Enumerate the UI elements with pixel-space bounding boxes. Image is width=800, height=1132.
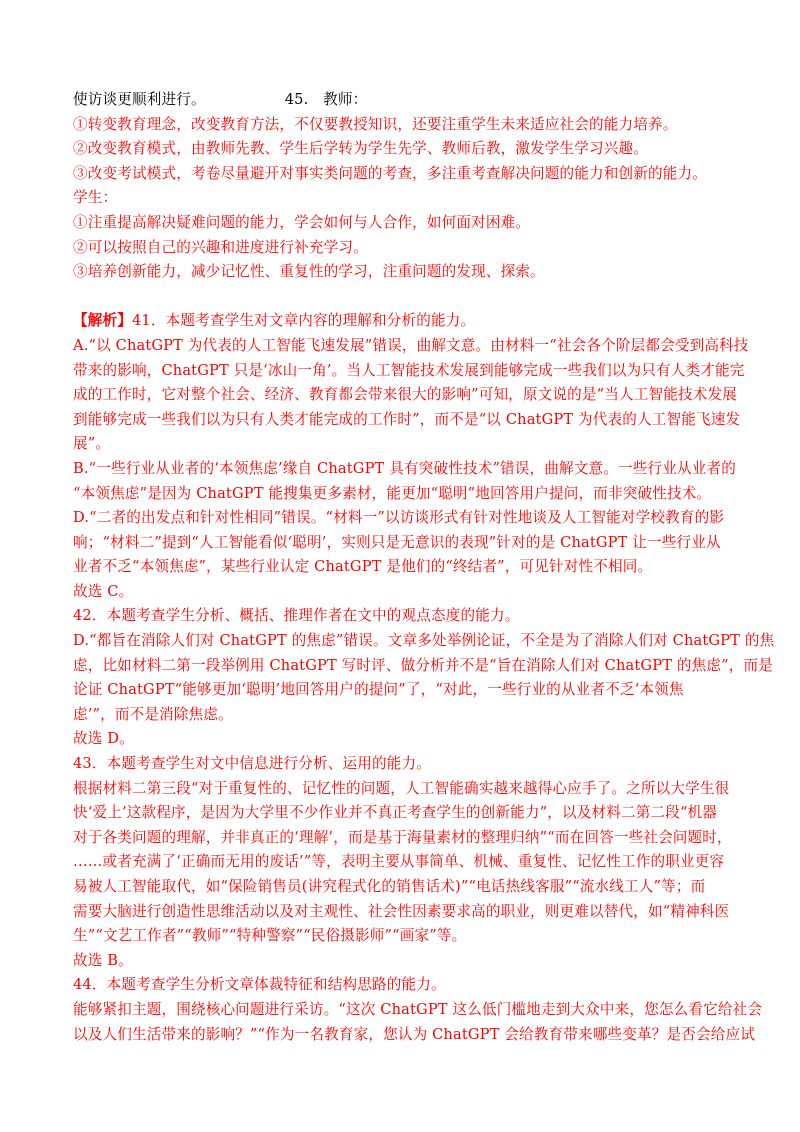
answer-line-prefix: 使访谈更顺利进行。 <box>73 91 206 108</box>
teacher-item-3: ③改变考试模式，考卷尽量避开对事实类问题的考查，多注重考查解决问题的能力和创新的能力。 <box>73 164 707 182</box>
student-item-2: ②可以按照自己的兴趣和进度进行补充学习。 <box>73 238 368 256</box>
q43-line: 快‘爱上’这款程序，是因为大学里不少作业并不真正考查学生的创新能力”，以及材料二第二段“机器 <box>73 804 718 822</box>
q41-line: 展”。 <box>73 435 111 453</box>
q41-line: 响；“材料二”提到“人工智能看似‘聪明’，实则只是无意识的表现”针对的是 ChatGPT 让一些行业从 <box>73 533 721 551</box>
q42-line: D.“都旨在消除人们对 ChatGPT 的焦虑”错误。文章多处举例论证，不全是为了消除人们对 ChatGPT 的焦 <box>73 632 775 650</box>
q43-line: ……或者充满了‘正确而无用的废话’”等，表明主要从事简单、机械、重复性、记忆性工作的职业更容 <box>73 853 725 871</box>
q41-head-text: 41．本题考查学生对文章内容的理解和分析的能力。 <box>131 312 476 330</box>
q43-line: 对于各类问题的理解，并非真正的‘理解’，而是基于海量素材的整理归纳”“而在回答一些社会问题时， <box>73 828 732 846</box>
q41-line: 带来的影响，ChatGPT 只是‘冰山一角’。当人工智能技术发展到能够完成一些我们以为只有人类才能完 <box>73 361 745 379</box>
answer-line-intro <box>73 88 733 113</box>
q41-line: “本领焦虑”是因为 ChatGPT 能搜集更多素材，能更加“聪明”地回答用户提问，而非突破性技术。 <box>73 484 712 502</box>
document-page <box>73 88 775 1047</box>
q41-line: B.“一些行业从业者的‘本领焦虑’缘自 ChatGPT 具有突破性技术”错误，曲解文意。一些行业从业者的 <box>73 459 736 477</box>
question-45-heading: 45. 教师： <box>284 91 368 108</box>
q44-line: 能够紧扣主题，围绕核心问题进行采访。“这次 ChatGPT 这么低门槛地走到大众中来，您怎么看它给社会 <box>73 1000 763 1018</box>
q41-line: 成的工作时，它对整个社会、经济、教育都会带来很大的影响”可知，原文说的是“当人工智能技术发展 <box>73 386 737 404</box>
analysis-q41-heading <box>73 309 733 334</box>
q42-heading: 42．本题考查学生分析、概括、推理作者在文中的观点态度的能力。 <box>73 607 520 625</box>
q44-heading: 44．本题考查学生分析文章体裁特征和结构思路的能力。 <box>73 976 446 994</box>
q43-line: 根据材料二第三段“对于重复性的、记忆性的问题，人工智能确实越来越得心应手了。之所以大学生很 <box>73 779 730 797</box>
student-label: 学生： <box>73 189 118 207</box>
q43-line: 需要大脑进行创造性思维活动以及对主观性、社会性因素要求高的职业，则更难以替代，如“精神科医 <box>73 902 730 920</box>
q41-line: A.“以 ChatGPT 为代表的人工智能飞速发展”错误，曲解文意。由材料一“社会各个阶层都会受到高科技 <box>73 336 749 354</box>
q42-line: 虑，比如材料二第一段举例用 ChatGPT 写时评、做分析并不是“旨在消除人们对 ChatGPT 的焦虑”，而是 <box>73 656 773 674</box>
teacher-item-2: ②改变教育模式，由教师先教、学生后学转为学生先学、教师后教，激发学生学习兴趣。 <box>73 140 649 158</box>
paragraph-gap <box>73 285 733 310</box>
student-item-1: ①注重提高解决疑难问题的能力，学会如何与人合作，如何面对困难。 <box>73 213 531 231</box>
q41-line: 到能够完成一些我们以为只有人类才能完成的工作时”，而不是“以 ChatGPT 为代表的人工智能飞速发 <box>73 410 741 428</box>
q41-answer: 故选 C。 <box>73 582 134 600</box>
q41-line: 业者不乏“本领焦虑”，某些行业认定 ChatGPT 是他们的“终结者”，可见针对性不相同。 <box>73 558 653 576</box>
q43-heading: 43．本题考查学生对文中信息进行分析、运用的能力。 <box>73 755 431 773</box>
teacher-item-1: ①转变教育理念，改变教育方法，不仅要教授知识，还要注重学生未来适应社会的能力培养。 <box>73 115 678 133</box>
q43-line: 易被人工智能取代，如“保险销售员(讲究程式化的销售话术)”“电话热线客服”“流水线工人”等；而 <box>73 878 706 895</box>
q42-line: 虑’”，而不是消除焦虑。 <box>73 705 233 723</box>
analysis-tag: 【解析】 <box>73 312 132 330</box>
q42-line: 论证 ChatGPT“能够更加‘聪明’地回答用户的提问”了，“对此，一些行业的从业者不乏‘本领焦 <box>73 681 684 699</box>
q42-answer: 故选 D。 <box>73 730 134 748</box>
q43-line: 生”“文艺工作者”“教师”“特种警察”“民俗摄影师”“画家”等。 <box>73 927 467 945</box>
q44-line: 以及人们生活带来的影响？”“作为一名教育家，您认为 ChatGPT 会给教育带来哪些变革？是否会给应试 <box>73 1025 755 1043</box>
q41-line: D.“二者的出发点和针对性相同”错误。“材料一”以访谈形式有针对性地谈及人工智能对学校教育的影 <box>73 509 725 527</box>
student-item-3: ③培养创新能力，减少记忆性、重复性的学习，注重问题的发现、探索。 <box>73 263 545 281</box>
q43-answer: 故选 B。 <box>73 951 133 969</box>
